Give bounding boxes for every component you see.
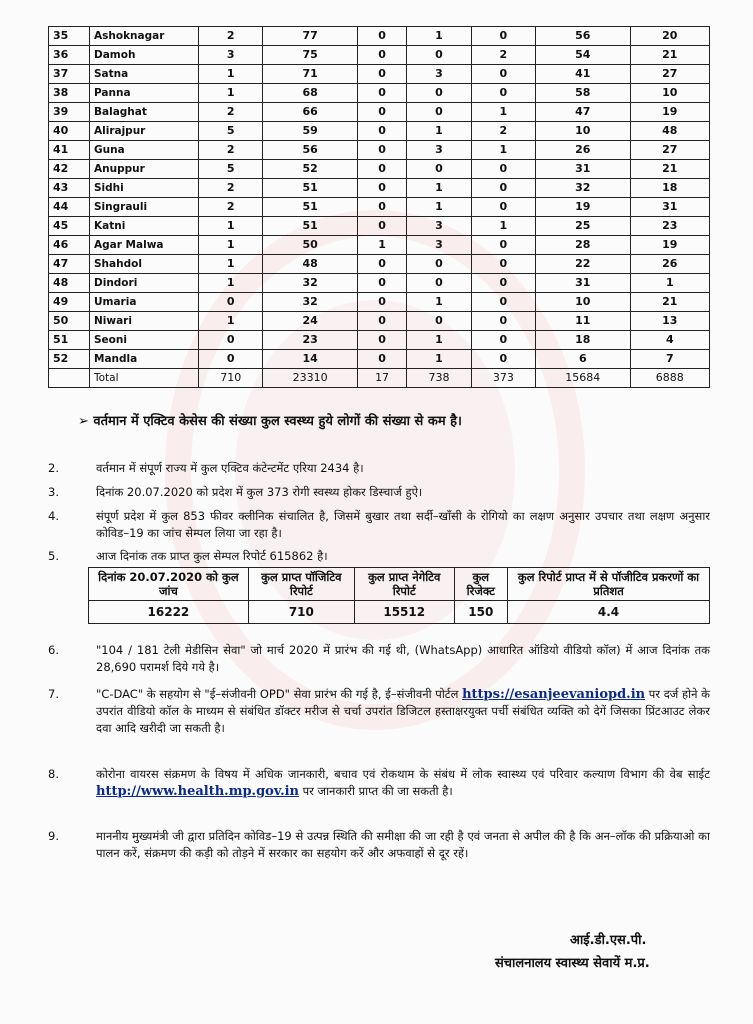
value-cell: 0 bbox=[357, 274, 406, 293]
value-cell: 0 bbox=[357, 350, 406, 369]
value-cell: 0 bbox=[199, 331, 263, 350]
district-cell: Seoni bbox=[90, 331, 199, 350]
district-cell: Mandla bbox=[90, 350, 199, 369]
value-cell: 3 bbox=[407, 65, 471, 84]
item-text: "104 / 181 टेली मेडीसिन सेवा" जो मार्च 2020 में प्रारंभ की गई थी, (WhatsApp) आधारित ऑडियो वीडियो कॉल) में आज दिनांक तक 28,690 परामर्श दिये गये है। bbox=[96, 643, 710, 674]
serial-cell: 37 bbox=[49, 65, 90, 84]
value-cell: 3 bbox=[407, 236, 471, 255]
table-row bbox=[49, 160, 710, 179]
value-cell: 0 bbox=[357, 46, 406, 65]
value-cell: 0 bbox=[471, 27, 535, 46]
table-row bbox=[49, 27, 710, 46]
value-cell: 2 bbox=[199, 179, 263, 198]
value-cell: 52 bbox=[263, 160, 357, 179]
item-text-pre: कोरोना वायरस संक्रमण के विषय में अधिक जानकारी, बचाव एवं रोकथाम के संबंध में लोक स्वास्थ्य एवं परिवार कल्याण विभाग की वेब साईट bbox=[96, 767, 710, 781]
serial-cell: 36 bbox=[49, 46, 90, 65]
serial-cell: 38 bbox=[49, 84, 90, 103]
value-cell: 56 bbox=[536, 27, 630, 46]
item-number: 4. bbox=[48, 509, 59, 523]
table-row bbox=[49, 198, 710, 217]
value-cell: 1 bbox=[630, 274, 709, 293]
table-row bbox=[49, 312, 710, 331]
value-cell: 3 bbox=[407, 141, 471, 160]
value-cell: 2 bbox=[199, 141, 263, 160]
value-cell: 10 bbox=[630, 84, 709, 103]
value-cell: 68 bbox=[263, 84, 357, 103]
value-cell: 0 bbox=[471, 65, 535, 84]
serial-cell: 44 bbox=[49, 198, 90, 217]
value-cell: 4 bbox=[630, 331, 709, 350]
value-cell: 6 bbox=[536, 350, 630, 369]
sample-header: कुल रिजेक्ट bbox=[454, 568, 508, 601]
value-cell: 0 bbox=[471, 179, 535, 198]
sample-header: कुल प्राप्त पॉजिटिव रिपोर्ट bbox=[248, 568, 354, 601]
sample-value: 16222 bbox=[89, 601, 249, 624]
value-cell: 28 bbox=[536, 236, 630, 255]
value-cell: 0 bbox=[471, 236, 535, 255]
value-cell: 47 bbox=[536, 103, 630, 122]
district-cell: Agar Malwa bbox=[90, 236, 199, 255]
value-cell: 0 bbox=[407, 160, 471, 179]
table-row bbox=[49, 236, 710, 255]
serial-cell: 49 bbox=[49, 293, 90, 312]
serial-cell: 45 bbox=[49, 217, 90, 236]
value-cell: 0 bbox=[407, 312, 471, 331]
table-row bbox=[49, 46, 710, 65]
value-cell: 11 bbox=[536, 312, 630, 331]
value-cell: 0 bbox=[407, 84, 471, 103]
district-cell: Guna bbox=[90, 141, 199, 160]
value-cell: 31 bbox=[630, 198, 709, 217]
district-cell: Balaghat bbox=[90, 103, 199, 122]
table-row bbox=[49, 331, 710, 350]
esanjeevani-link[interactable]: https://esanjeevaniopd.in bbox=[462, 687, 646, 702]
value-cell: 1 bbox=[407, 198, 471, 217]
district-cell: Katni bbox=[90, 217, 199, 236]
value-cell: 0 bbox=[471, 331, 535, 350]
value-cell: 1 bbox=[407, 350, 471, 369]
item-text: आज दिनांक तक प्राप्त कुल सेम्पल रिपोर्ट 615862 है। bbox=[96, 549, 328, 563]
value-cell: 0 bbox=[357, 141, 406, 160]
table-row bbox=[49, 179, 710, 198]
value-cell: 0 bbox=[357, 103, 406, 122]
value-cell: 1 bbox=[407, 293, 471, 312]
serial-cell: 42 bbox=[49, 160, 90, 179]
value-cell: 1 bbox=[471, 141, 535, 160]
serial-cell: 51 bbox=[49, 331, 90, 350]
sample-header: कुल प्राप्त नेगेटिव रिपोर्ट bbox=[354, 568, 454, 601]
value-cell: 6888 bbox=[630, 369, 709, 388]
value-cell: 56 bbox=[263, 141, 357, 160]
item-text bbox=[96, 766, 710, 800]
serial-cell: 48 bbox=[49, 274, 90, 293]
value-cell: 66 bbox=[263, 103, 357, 122]
sample-header: दिनांक 20.07.2020 को कुल जांच bbox=[89, 568, 249, 601]
value-cell: 20 bbox=[630, 27, 709, 46]
value-cell: 51 bbox=[263, 217, 357, 236]
value-cell: 18 bbox=[630, 179, 709, 198]
table-row bbox=[49, 103, 710, 122]
value-cell: 22 bbox=[536, 255, 630, 274]
value-cell: 0 bbox=[357, 84, 406, 103]
district-cell: Singrauli bbox=[90, 198, 199, 217]
sample-value: 150 bbox=[454, 601, 508, 624]
serial-cell: 41 bbox=[49, 141, 90, 160]
table-row bbox=[49, 141, 710, 160]
value-cell: 0 bbox=[407, 46, 471, 65]
serial-cell bbox=[49, 369, 90, 388]
value-cell: 1 bbox=[199, 65, 263, 84]
value-cell: 10 bbox=[536, 122, 630, 141]
value-cell: 1 bbox=[471, 217, 535, 236]
item-number: 3. bbox=[48, 485, 59, 499]
value-cell: 32 bbox=[536, 179, 630, 198]
table-row bbox=[49, 217, 710, 236]
value-cell: 25 bbox=[536, 217, 630, 236]
value-cell: 0 bbox=[357, 255, 406, 274]
district-cell: Umaria bbox=[90, 293, 199, 312]
item-number: 6. bbox=[48, 643, 59, 657]
table-row bbox=[49, 255, 710, 274]
value-cell: 0 bbox=[357, 198, 406, 217]
item-text: माननीय मुख्यमंत्री जी द्वारा प्रतिदिन कोविड–19 से उत्पन्न स्थिति की समीक्षा की जा रही है एवं जनता से अपील की है कि अन–लॉक की प्रक्रियाओ का पालन करें, संक्रमण की कड़ी को तोड़ने में सरकार का सहयोग करें और अफवाहों से दूर रहें। bbox=[96, 829, 710, 860]
table-row bbox=[49, 122, 710, 141]
item-text: संपूर्ण प्रदेश में कुल 853 फीवर क्लीनिक संचालित है, जिसमें बुखार तथा सर्दी–खाँसी के रोगियो का लक्षण अनुसार उपचार तथा लक्षण अनुसार कोविड–19 का जांच सेम्पल लिया जा रहा है। bbox=[96, 509, 710, 540]
district-cell: Niwari bbox=[90, 312, 199, 331]
value-cell: 0 bbox=[471, 293, 535, 312]
district-cell: Damoh bbox=[90, 46, 199, 65]
value-cell: 21 bbox=[630, 160, 709, 179]
value-cell: 23 bbox=[630, 217, 709, 236]
district-table bbox=[48, 26, 710, 388]
value-cell: 1 bbox=[407, 179, 471, 198]
table-row bbox=[49, 274, 710, 293]
value-cell: 3 bbox=[407, 217, 471, 236]
value-cell: 41 bbox=[536, 65, 630, 84]
value-cell: 17 bbox=[357, 369, 406, 388]
district-cell: Dindori bbox=[90, 274, 199, 293]
value-cell: 0 bbox=[357, 27, 406, 46]
item-number: 7. bbox=[48, 687, 59, 701]
value-cell: 23310 bbox=[263, 369, 357, 388]
value-cell: 373 bbox=[471, 369, 535, 388]
sample-value: 4.4 bbox=[508, 601, 710, 624]
value-cell: 13 bbox=[630, 312, 709, 331]
signature-directorate: संचालनालय स्वास्थ्य सेवायें म.प्र. bbox=[495, 956, 650, 971]
value-cell: 0 bbox=[471, 84, 535, 103]
value-cell: 0 bbox=[471, 198, 535, 217]
value-cell: 31 bbox=[536, 274, 630, 293]
signature-dept: आई.डी.एस.पी. bbox=[570, 933, 647, 948]
district-cell: Satna bbox=[90, 65, 199, 84]
value-cell: 0 bbox=[471, 312, 535, 331]
serial-cell: 43 bbox=[49, 179, 90, 198]
value-cell: 23 bbox=[263, 331, 357, 350]
value-cell: 2 bbox=[199, 198, 263, 217]
item-text-pre: "C-DAC" के सहयोग से "ई–संजीवनी OPD" सेवा प्रारंभ की गई है, ई–संजीवनी पोर्टल bbox=[96, 687, 463, 701]
value-cell: 2 bbox=[471, 46, 535, 65]
value-cell: 1 bbox=[199, 217, 263, 236]
value-cell: 0 bbox=[357, 293, 406, 312]
item-text bbox=[96, 686, 710, 737]
item-number: 5. bbox=[48, 549, 59, 563]
table-row bbox=[49, 65, 710, 84]
value-cell: 58 bbox=[536, 84, 630, 103]
serial-cell: 40 bbox=[49, 122, 90, 141]
value-cell: 0 bbox=[407, 274, 471, 293]
value-cell: 51 bbox=[263, 179, 357, 198]
value-cell: 0 bbox=[357, 312, 406, 331]
table-row bbox=[49, 350, 710, 369]
serial-cell: 50 bbox=[49, 312, 90, 331]
value-cell: 0 bbox=[357, 122, 406, 141]
serial-cell: 47 bbox=[49, 255, 90, 274]
value-cell: 1 bbox=[407, 331, 471, 350]
value-cell: 75 bbox=[263, 46, 357, 65]
value-cell: 2 bbox=[471, 122, 535, 141]
value-cell: 77 bbox=[263, 27, 357, 46]
value-cell: 1 bbox=[471, 103, 535, 122]
total-row bbox=[49, 369, 710, 388]
value-cell: 1 bbox=[357, 236, 406, 255]
value-cell: 0 bbox=[199, 293, 263, 312]
value-cell: 71 bbox=[263, 65, 357, 84]
district-cell: Panna bbox=[90, 84, 199, 103]
district-cell: Ashoknagar bbox=[90, 27, 199, 46]
item-text: दिनांक 20.07.2020 को प्रदेश में कुल 373 रोगी स्वस्थ्य होकर डिस्चार्ज हुऐ। bbox=[96, 485, 423, 499]
value-cell: 3 bbox=[199, 46, 263, 65]
value-cell: 0 bbox=[407, 103, 471, 122]
value-cell: 21 bbox=[630, 293, 709, 312]
value-cell: 10 bbox=[536, 293, 630, 312]
value-cell: 0 bbox=[407, 255, 471, 274]
district-cell: Total bbox=[90, 369, 199, 388]
active-cases-note: ➢ वर्तमान में एक्टिव केसेस की संख्या कुल स्वस्थ्य हुये लोगों की संख्या से कम है। bbox=[78, 414, 462, 429]
value-cell: 0 bbox=[471, 160, 535, 179]
sample-value: 15512 bbox=[354, 601, 454, 624]
value-cell: 0 bbox=[357, 217, 406, 236]
value-cell: 5 bbox=[199, 122, 263, 141]
value-cell: 5 bbox=[199, 160, 263, 179]
value-cell: 15684 bbox=[536, 369, 630, 388]
value-cell: 31 bbox=[536, 160, 630, 179]
value-cell: 19 bbox=[630, 103, 709, 122]
value-cell: 2 bbox=[199, 103, 263, 122]
serial-cell: 46 bbox=[49, 236, 90, 255]
value-cell: 21 bbox=[630, 46, 709, 65]
sample-report-table bbox=[88, 567, 710, 624]
item-number: 2. bbox=[48, 461, 59, 475]
value-cell: 19 bbox=[630, 236, 709, 255]
item-text-post: पर जानकारी प्राप्त की जा सकती है। bbox=[299, 784, 453, 798]
value-cell: 26 bbox=[630, 255, 709, 274]
sample-header: कुल रिपोर्ट प्राप्त में से पॉजीटिव प्रकरणों का प्रतिशत bbox=[508, 568, 710, 601]
value-cell: 14 bbox=[263, 350, 357, 369]
value-cell: 48 bbox=[263, 255, 357, 274]
district-cell: Anuppur bbox=[90, 160, 199, 179]
health-website-link[interactable]: http://www.health.mp.gov.in bbox=[96, 784, 299, 799]
value-cell: 1 bbox=[199, 236, 263, 255]
value-cell: 19 bbox=[536, 198, 630, 217]
value-cell: 50 bbox=[263, 236, 357, 255]
value-cell: 2 bbox=[199, 27, 263, 46]
serial-cell: 52 bbox=[49, 350, 90, 369]
item-number: 9. bbox=[48, 829, 59, 843]
value-cell: 738 bbox=[407, 369, 471, 388]
item-text-post: पर दर्ज होने के उपरांत वीडियो कॉल के माध्यम से संबंधित डॉक्टर मरीज से चर्चा उपरांत डिजिटल हस्ताक्षरयुक्त पर्ची संबंधित व्यक्ति को देगें जिसका प्रिंटआउट लेकर दवा आदि खरीदी जा सकती है। bbox=[96, 687, 710, 735]
value-cell: 1 bbox=[407, 122, 471, 141]
table-row bbox=[49, 84, 710, 103]
item-text: वर्तमान में संपूर्ण राज्य में कुल एक्टिव कंटेन्टमेंट एरिया 2434 है। bbox=[96, 461, 364, 475]
value-cell: 18 bbox=[536, 331, 630, 350]
value-cell: 51 bbox=[263, 198, 357, 217]
district-cell: Alirajpur bbox=[90, 122, 199, 141]
value-cell: 26 bbox=[536, 141, 630, 160]
value-cell: 1 bbox=[199, 274, 263, 293]
serial-cell: 35 bbox=[49, 27, 90, 46]
value-cell: 7 bbox=[630, 350, 709, 369]
sample-value: 710 bbox=[248, 601, 354, 624]
value-cell: 1 bbox=[199, 84, 263, 103]
serial-cell: 39 bbox=[49, 103, 90, 122]
value-cell: 0 bbox=[471, 255, 535, 274]
value-cell: 24 bbox=[263, 312, 357, 331]
value-cell: 1 bbox=[199, 312, 263, 331]
value-cell: 0 bbox=[357, 160, 406, 179]
value-cell: 32 bbox=[263, 293, 357, 312]
value-cell: 54 bbox=[536, 46, 630, 65]
district-cell: Shahdol bbox=[90, 255, 199, 274]
value-cell: 0 bbox=[471, 350, 535, 369]
value-cell: 48 bbox=[630, 122, 709, 141]
value-cell: 59 bbox=[263, 122, 357, 141]
district-cell: Sidhi bbox=[90, 179, 199, 198]
value-cell: 710 bbox=[199, 369, 263, 388]
value-cell: 0 bbox=[357, 331, 406, 350]
value-cell: 27 bbox=[630, 141, 709, 160]
value-cell: 27 bbox=[630, 65, 709, 84]
value-cell: 0 bbox=[199, 350, 263, 369]
value-cell: 0 bbox=[357, 179, 406, 198]
value-cell: 1 bbox=[199, 255, 263, 274]
item-number: 8. bbox=[48, 767, 59, 781]
value-cell: 1 bbox=[407, 27, 471, 46]
table-row bbox=[49, 293, 710, 312]
value-cell: 0 bbox=[471, 274, 535, 293]
value-cell: 32 bbox=[263, 274, 357, 293]
value-cell: 0 bbox=[357, 65, 406, 84]
